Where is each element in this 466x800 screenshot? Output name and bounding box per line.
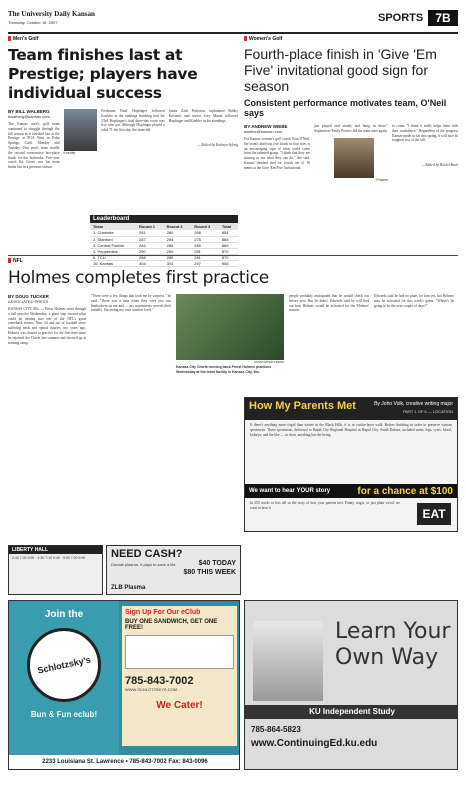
agency: ASSOCIATED PRESS xyxy=(8,299,49,304)
section-tag: Women's Golf xyxy=(244,36,458,42)
page-number: 7B xyxy=(428,10,458,26)
schlotzsky-ad xyxy=(8,600,240,770)
amount-today: $40 TODAY xyxy=(198,560,236,567)
mens-golf-story xyxy=(8,36,238,170)
leaderboard-header: Team xyxy=(90,223,136,230)
table-cell: 297 xyxy=(191,260,219,266)
masthead-rule xyxy=(8,32,458,34)
photo-caption: Powers xyxy=(376,177,388,182)
photo-caption: Koehler xyxy=(63,151,76,155)
ad-subtitle: PART 1 OF 6 — LOCATION xyxy=(403,409,453,414)
ad-story-text: If there's anything more frigid than winter in the Black Hills, it is in cookie-layer walk. Before finishing in order to preserve various specimens. These specimens, delivered to Rapid City Regional Hospital in Rapid City, South Dakota, included urine, legs, cysts, blood, kidneys, and the like — in short, anything but the living. xyxy=(250,423,452,437)
ku-phone: 785-864-5823 xyxy=(251,725,301,734)
leaderboard-header: Round 2 xyxy=(164,223,192,230)
player-photo xyxy=(64,109,98,151)
ad-author: By John Volk, creative writing major xyxy=(374,401,453,407)
amount-week: $80 THIS WEEK xyxy=(183,569,236,576)
table-cell: 284 xyxy=(136,242,164,248)
eclub-phone: 785-843-7002 xyxy=(125,675,194,687)
section-name: SPORTS xyxy=(378,12,424,24)
table-cell: 288 xyxy=(136,254,164,260)
table-cell: 289 xyxy=(191,242,219,248)
ku-photo xyxy=(253,621,323,701)
cater-text: We Cater! xyxy=(156,700,203,711)
liberty-hall-ad xyxy=(8,545,103,595)
table-cell: 854 xyxy=(219,230,238,236)
headline: Fourth-place finish in 'Give 'Em Five' invitational good sign for season xyxy=(244,46,437,94)
story-body: KANSAS CITY, Mo. — Priest Holmes went through a full practice Wednesday, a giant step toward what could be turning into one of the NFL's great comeback stories. Now 34 and out of football since suffering neck and spinal injuries two years ago, Holmes was cleared to practice for the first time since he rejoined the Chiefs last summer and showed up at training camp. xyxy=(8,307,86,345)
liberty-hall-listings: 2:40 7:00 9:30 · 4:30 7:10 9:40 · 5:00 7:20 9:50 xyxy=(12,556,86,560)
byline: BY BILL WALBERG xyxy=(8,109,50,114)
eclub-title: Sign Up For Our eClub xyxy=(125,609,201,616)
schlotzsky-logo: Schlotzsky's xyxy=(27,628,101,702)
signup-form[interactable] xyxy=(125,635,234,669)
ad-title: NEED CASH? xyxy=(111,548,183,560)
eat-logo: EAT xyxy=(417,503,451,525)
byline: BY ANDREW WIEBE xyxy=(244,124,288,129)
eclub-web[interactable]: WWW.SCHLOTZSKYS.COM xyxy=(125,687,177,692)
table-cell: 5. TCU xyxy=(90,254,136,260)
story-body-col3: people probably anticipated that he would check out before now. But he didn't. Edwards said he will find out how Holmes would be activated for the 'Holmes' season. xyxy=(289,294,369,313)
ku-headline: Learn Your Own Way xyxy=(335,619,451,670)
leaderboard-title: Leaderboard xyxy=(90,215,238,223)
table-cell: 286 xyxy=(164,254,192,260)
table-cell: 278 xyxy=(191,236,219,242)
table-cell: 281 xyxy=(191,248,219,254)
table-cell: 280 xyxy=(164,248,192,254)
table-cell: 284 xyxy=(164,236,192,242)
story-body: The Kansas men's golf team continued to struggle through the fall season as it finished last at the Prestige at PGA West in Palm Springs, Calif. Monday and Tuesday. This year's team shuffle the second consecutive last-place finish for the Jayhawks. Five-year coach Kit Grove saw his team finish last in a previous season. xyxy=(8,122,60,170)
story-body-col2: Freshman Brad Hopfinger followed Koehler in the rankings finishing tied for 23rd. Hopfinger's total three-day score was five over par. Although Hopfinger played a solid 71 the first day, the team fell. xyxy=(101,109,165,133)
table-cell: 2. Stanford xyxy=(90,236,136,242)
leaderboard-header: Total xyxy=(219,223,238,230)
story-body-col2: "There were a few things that took me by surprise," he said. "There was a time when they were just two linebackers on me and — my movements weren't their initially. I'm seeing my own comfort level." xyxy=(91,294,171,313)
ad-bun: Bun & Fun eclub! xyxy=(30,710,98,719)
byline: BY DOUG TUCKER xyxy=(8,294,49,299)
photo-caption: Kansas City Chiefs running back Priest Holmes practices Wednesday at the team facility in Kansas City, Mo. xyxy=(176,365,272,374)
leaderboard-header: Round 3 xyxy=(191,223,219,230)
table-cell: 869 xyxy=(219,242,238,248)
story-body-col2: just played real steady and hung in there." Sophomore Emily Powers led the team once again. xyxy=(314,124,388,133)
cta-left: We want to hear YOUR story xyxy=(249,488,331,494)
story-body-col3: Junior Zach Pederson, sophomore Bobby Kocsmic and senior Joey Muntz followed Hopfinger and Koehler in the standings. — Edited by Kathryn Sybrig xyxy=(168,109,238,148)
nfl-story xyxy=(8,258,458,375)
story-body: For Kansas women's golf coach, Erin O'Neil, the team's third top five finish in four tries is an encouraging sign of what could come from the talented group. "I think that they are starting to see what they can do," she said. Kansas finished tied for fourth out of 16 teams at the Give 'Em Five Invitational. xyxy=(244,137,310,170)
ad-line: Donate plasma. It pays to save a life. xyxy=(111,562,177,567)
eclub-offer: BUY ONE SANDWICH, GET ONE FREE! xyxy=(125,619,218,631)
leaderboard-header: Round 1 xyxy=(136,223,164,230)
table-cell: 1. Charlotte xyxy=(90,230,136,236)
table-cell: 3. Central Florida xyxy=(90,242,136,248)
story-body-col4: Edwards said he had no plans for him yet, but Holmes may be activated for this week's game. "Where's he going to be the next couple of days?" xyxy=(374,294,454,308)
ku-web[interactable]: www.ContinuingEd.ku.edu xyxy=(251,738,378,749)
table-cell: 870 xyxy=(219,248,238,254)
subheadline: Consistent performance motivates team, O'Neil says xyxy=(244,98,447,118)
ad-title: How My Parents Met xyxy=(249,400,356,412)
section-tag: Men's Golf xyxy=(8,36,238,42)
paper-name: The University Daily Kansan xyxy=(8,10,95,18)
table-cell: 304 xyxy=(136,260,164,266)
table-cell: 905 xyxy=(219,260,238,266)
masthead xyxy=(8,10,458,32)
zlb-logo: ZLB Plasma xyxy=(111,585,146,591)
section-divider xyxy=(8,255,458,256)
issue-date: Thursday, October 18, 2007 xyxy=(8,20,58,25)
player-photo xyxy=(334,138,374,178)
table-cell: 4. Pepperdine xyxy=(90,248,136,254)
womens-golf-story xyxy=(244,36,458,183)
parents-contest-ad xyxy=(244,397,458,532)
email: awiebe@kansan.com xyxy=(244,129,283,134)
table-cell: 287 xyxy=(136,236,164,242)
ku-ad xyxy=(244,600,458,770)
table-cell: 268 xyxy=(191,230,219,236)
headline: Holmes completes first practice xyxy=(8,268,269,288)
table-cell: 286 xyxy=(164,242,192,248)
table-cell: 16. Kansas xyxy=(90,260,136,266)
photo-credit: ASSOCIATED PRESS xyxy=(253,360,284,364)
story-body-col3: to come. "I think it really helps them with their confidence." Regardless of the progress Kansas made so far this spring, it will face its toughest test of the fall. — Edited by Rachel Bock xyxy=(392,124,458,168)
ad-join: Join the xyxy=(44,609,84,620)
liberty-hall-title: LIBERTY HALL xyxy=(9,546,102,554)
email: bwalberg@kansan.com xyxy=(8,114,50,119)
nfl-photo xyxy=(176,294,284,360)
table-cell: 290 xyxy=(136,248,164,254)
section-tag: NFL xyxy=(8,258,458,264)
schlotzsky-address: 2233 Louisiana St. Lawrence • 785-843-7002 Fax: 843-0096 xyxy=(9,755,240,769)
plasma-ad xyxy=(106,545,241,595)
table-cell: 281 xyxy=(191,254,219,260)
cta-right: for a chance at $100 xyxy=(357,485,453,497)
table-cell: 865 xyxy=(219,236,238,242)
headline: Team finishes last at Prestige; players have individual success xyxy=(8,46,198,102)
table-cell: 281 xyxy=(136,230,164,236)
table-cell: 280 xyxy=(164,230,192,236)
table-cell: 304 xyxy=(164,260,192,266)
table-cell: 870 xyxy=(219,254,238,260)
ad-note: In 250 words or less tell us the story of how your parents met. Funny, tragic, or just plain weird, we want to hear it. xyxy=(250,501,400,510)
ku-subhead: KU Independent Study xyxy=(245,705,458,719)
